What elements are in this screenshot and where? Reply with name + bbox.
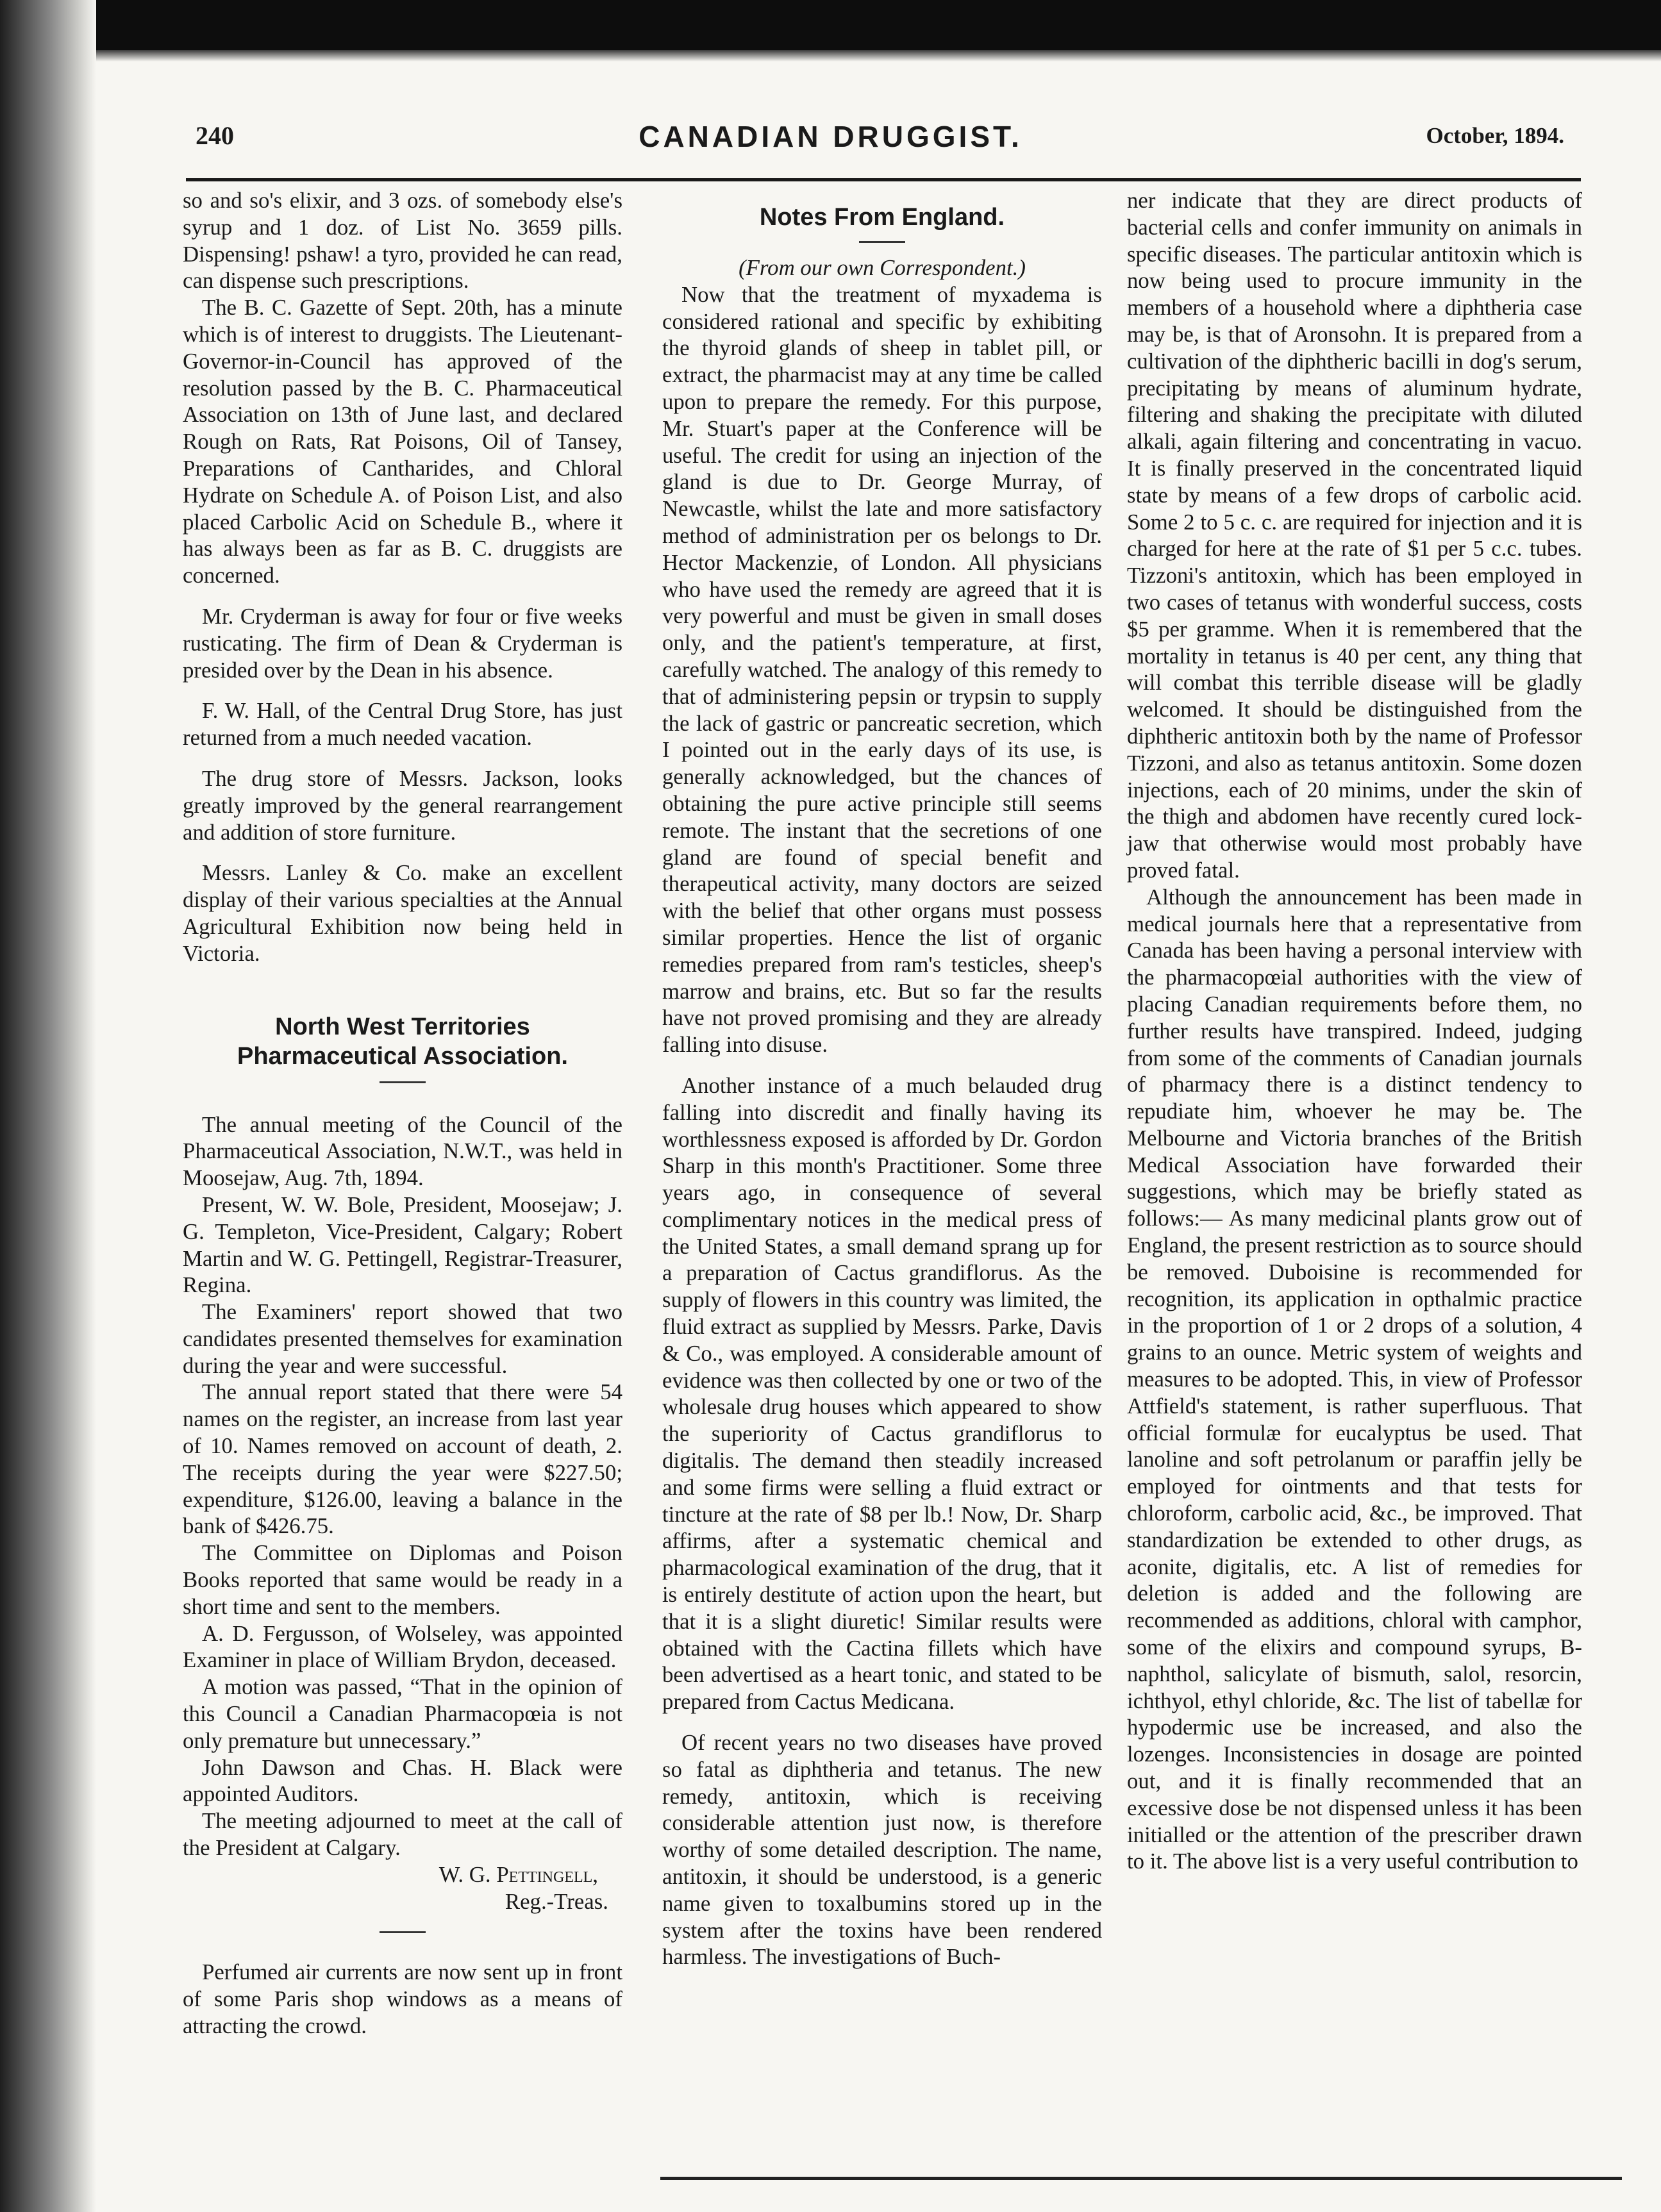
paragraph: The annual report stated that there were 54 names on the register, an increase from last year of 10. Names removed on account of death, 2. The receipts during the year were $227.50; expenditure, $126.00, leaving a balance in the bank of $426.75. (183, 1379, 622, 1539)
section-heading-nwt: North West Territories Pharmaceutical Association. (237, 1013, 568, 1070)
heading-divider (380, 1081, 426, 1083)
scan-top-band-edge (90, 50, 1661, 62)
paragraph: The B. C. Gazette of Sept. 20th, has a minute which is of interest to druggists. The Lieutenant-Governor-in-Council has approved of the resolution passed by the B. C. Pharmaceutical Association on 13th of June last, and declared Rough on Rats, Rat Poisons, Oil of Tansey, Preparations of Cantharides, and Chloral Hydrate on Schedule A. of Poison List, and also placed Carbolic Acid on Schedule B., where it has always been as far as B. C. druggists are concerned. (183, 295, 622, 588)
paragraph: Perfumed air currents are now sent up in front of some Paris shop windows as a means of attracting the crowd. (183, 1959, 622, 2039)
running-title: CANADIAN DRUGGIST. (639, 120, 1022, 153)
paragraph: A. D. Fergusson, of Wolseley, was appointed Examiner in place of William Brydon, deceased. (183, 1620, 622, 1673)
paragraph: Mr. Cryderman is away for four or five weeks rusticating. The firm of Dean & Cryderman is presided over by the Dean in his absence. (183, 603, 622, 683)
paragraph: F. W. Hall, of the Central Drug Store, has just returned from a much needed vacation. (183, 698, 622, 751)
column-right (1127, 187, 1582, 1875)
paragraph: Another instance of a much belauded drug falling into discredit and finally having its worthlessness exposed is afforded by Dr. Gordon Sharp in this month's Practitioner. Some three years ago, in consequence of several complimentary notices in the medical press of the United States, a small demand sprang up for a preparation of Cactus grandiflorus. As the supply of flowers in this country was limited, the fluid extract as supplied by Messrs. Parke, Davis & Co., was employed. A considerable amount of evidence was then collected by one or two of the wholesale drug houses which appeared to show the superiority of Cactus grandiflorus to digitalis. The demand then steadily increased and some firms were selling a fluid extract or tincture at the rate of $8 per lb.! Now, Dr. Sharp affirms, after a systematic chemical and pharmacological examination of the drug, that it is entirely destitute of action upon the heart, but that it is a slight diuretic! Similar results were obtained with the Cactina fillets which have been advertised as a heart tonic, and stated to be prepared from Cactus Medicana. (662, 1072, 1102, 1715)
bottom-rule (660, 2177, 1622, 2180)
paragraph: A motion was passed, “That in the opinion of this Council a Canadian Pharmacopœia is not only premature but unnecessary.” (183, 1674, 622, 1753)
column-middle (662, 187, 1102, 1970)
paragraph: John Dawson and Chas. H. Black were appointed Auditors. (183, 1754, 622, 1807)
item-divider (380, 1931, 426, 1933)
paragraph: The Examiners' report showed that two candidates presented themselves for examination during the year and were successful. (183, 1299, 622, 1378)
signature-title: Reg.-Treas. (505, 1888, 608, 1914)
byline: (From our own Correspondent.) (739, 255, 1026, 280)
paragraph: so and so's elixir, and 3 ozs. of somebody else's syrup and 1 doz. of List No. 3659 pills. Dispensing! pshaw! a tyro, provided he can read, can dispense such prescriptions. (183, 188, 622, 294)
column-left (183, 187, 622, 2040)
paragraph: The annual meeting of the Council of the Pharmaceutical Association, N.W.T., was held in Moosejaw, Aug. 7th, 1894. (183, 1111, 622, 1191)
paragraph: ner indicate that they are direct products of bacterial cells and confer immunity on animals in specific diseases. The particular antitoxin which is now being used to procure immunity in the members of a household where a diphtheria case may be, is that of Aronsohn. It is prepared from a cultivation of the diphtheric bacilli in dog's serum, precipitating by means of aluminum hydrate, filtering and shaking the precipitate with diluted alkali, again filtering and concentrating in vacuo. It is finally preserved in the concentrated liquid state by means of a few drops of carbolic acid. Some 2 to 5 c. c. are required for injection and it is charged for here at the rate of $1 per 5 c.c. tubes. Tizzoni's antitoxin, which has been employed in two cases of tetanus with wonderful success, costs $5 per gramme. When it is remembered that the mortality in tetanus is 40 per cent, any thing that will combat this terrible disease will be gladly welcomed. It should be distinguished from the diphtheric antitoxin both by the name of Professor Tizzoni, and also as tetanus antitoxin. Some dozen injections, each of 20 minims, under the skin of the thigh and abdomen have recently cured lock-jaw that otherwise would most probably have proved fatal. (1127, 188, 1582, 883)
scan-top-band (0, 0, 1661, 50)
page-number: 240 (196, 121, 234, 150)
paragraph: Present, W. W. Bole, President, Moosejaw; J. G. Templeton, Vice-President, Calgary; Robert Martin and W. G. Pettingell, Registrar-Treasurer, Regina. (183, 1192, 622, 1298)
paragraph: Messrs. Lanley & Co. make an excellent display of their various specialties at the Annual Agricultural Exhibition now being held in Victoria. (183, 860, 622, 966)
paragraph: The Committee on Diplomas and Poison Books reported that same would be ready in a short time and sent to the members. (183, 1540, 622, 1619)
paragraph: Of recent years no two diseases have proved so fatal as diphtheria and tetanus. The new remedy, antitoxin, which is receiving considerable attention just now, is therefore worthy of some detailed description. The name, antitoxin, it should be understood, is a generic name given to toxalbumins stored up in the system after the toxins have been rendered harmless. The investigations of Buch- (662, 1730, 1102, 1970)
paragraph: The drug store of Messrs. Jackson, looks greatly improved by the general rearrangement and addition of store furniture. (183, 765, 622, 845)
header-rule (186, 178, 1581, 181)
section-heading-notes-from-england: Notes From England. (759, 204, 1005, 231)
paragraph: The meeting adjourned to meet at the call of the President at Calgary. (183, 1808, 622, 1861)
issue-date: October, 1894. (1426, 123, 1564, 148)
paragraph: Although the announcement has been made in medical journals here that a representative from Canada has been having a personal interview with the pharmacopœial authorities with the view of placing Canadian requirements before them, no further results have transpired. Indeed, judging from some of the comments of Canadian journals of pharmacy there is a distinct tendency to repudiate him, whoever he may be. The Melbourne and Victoria branches of the British Medical Association have forwarded their suggestions, which may be briefly stated as follows:— As many medicinal plants grow out of England, the present restriction as to source should be removed. Duboisine is recommended for recognition, its application in opthalmic practice in the proportion of 1 or 2 drops of a solution, 4 grains to an ounce. Metric system of weights and measures to be adopted. This, in view of Professor Attfield's statement, is rather superfluous. That official formulæ for eucalyptus be used. That lanoline and soft petrolanum or paraffin jelly be employed for ointments and that tests for chloroform, carbolic acid, &c., be improved. That standardization be extended to other drugs, as aconite, digitalis, etc. A list of remedies for deletion is added and the following are recommended as additions, chloral with camphor, some of the elixirs and compound syrups, B-naphthol, salicylate of bismuth, salol, resorcin, ichthyol, ethyl chloride, &c. The list of tabellæ for hypodermic use be increased, and also the lozenges. Inconsistencies in dosage are pointed out, and it is finally recommended that an excessive dose be not dispensed unless it has been initialled or the attention of the prescriber drawn to it. The above list is a very useful contribution to (1127, 884, 1582, 1874)
heading-divider (859, 241, 905, 243)
signature-name: W. G. Pettingell, (438, 1861, 598, 1887)
paragraph: Now that the treatment of myxadema is considered rational and specific by exhibiting the thyroid glands of sheep in tablet pill, or extract, the pharmacist may at any time be called upon to prepare the remedy. For this purpose, Mr. Stuart's paper at the Conference will be useful. The credit for using an injection of the gland is due to Dr. George Murray, of Newcastle, whilst the late and more satisfactory method of administration per os belongs to Dr. Hector Mackenzie, of London. All physicians who have used the remedy are agreed that it is very powerful and must be given in small doses only, and the patient's temperature, at first, carefully watched. The analogy of this remedy to that of administering pepsin or trypsin to supply the lack of gastric or pancreatic secretion, which I pointed out in the early days of its use, is generally acknowledged, but the chances of obtaining the pure active principle still seems remote. The instant that the secretions of one gland are found of special benefit and therapeutical activity, many doctors are seized with the belief that other organs must possess similar properties. Hence the list of organic remedies prepared from ram's testicles, sheep's marrow and brains, etc. But so far the results have not proved promising and they are already falling into disuse. (662, 281, 1102, 1058)
scan-binding-shadow (0, 0, 96, 2212)
